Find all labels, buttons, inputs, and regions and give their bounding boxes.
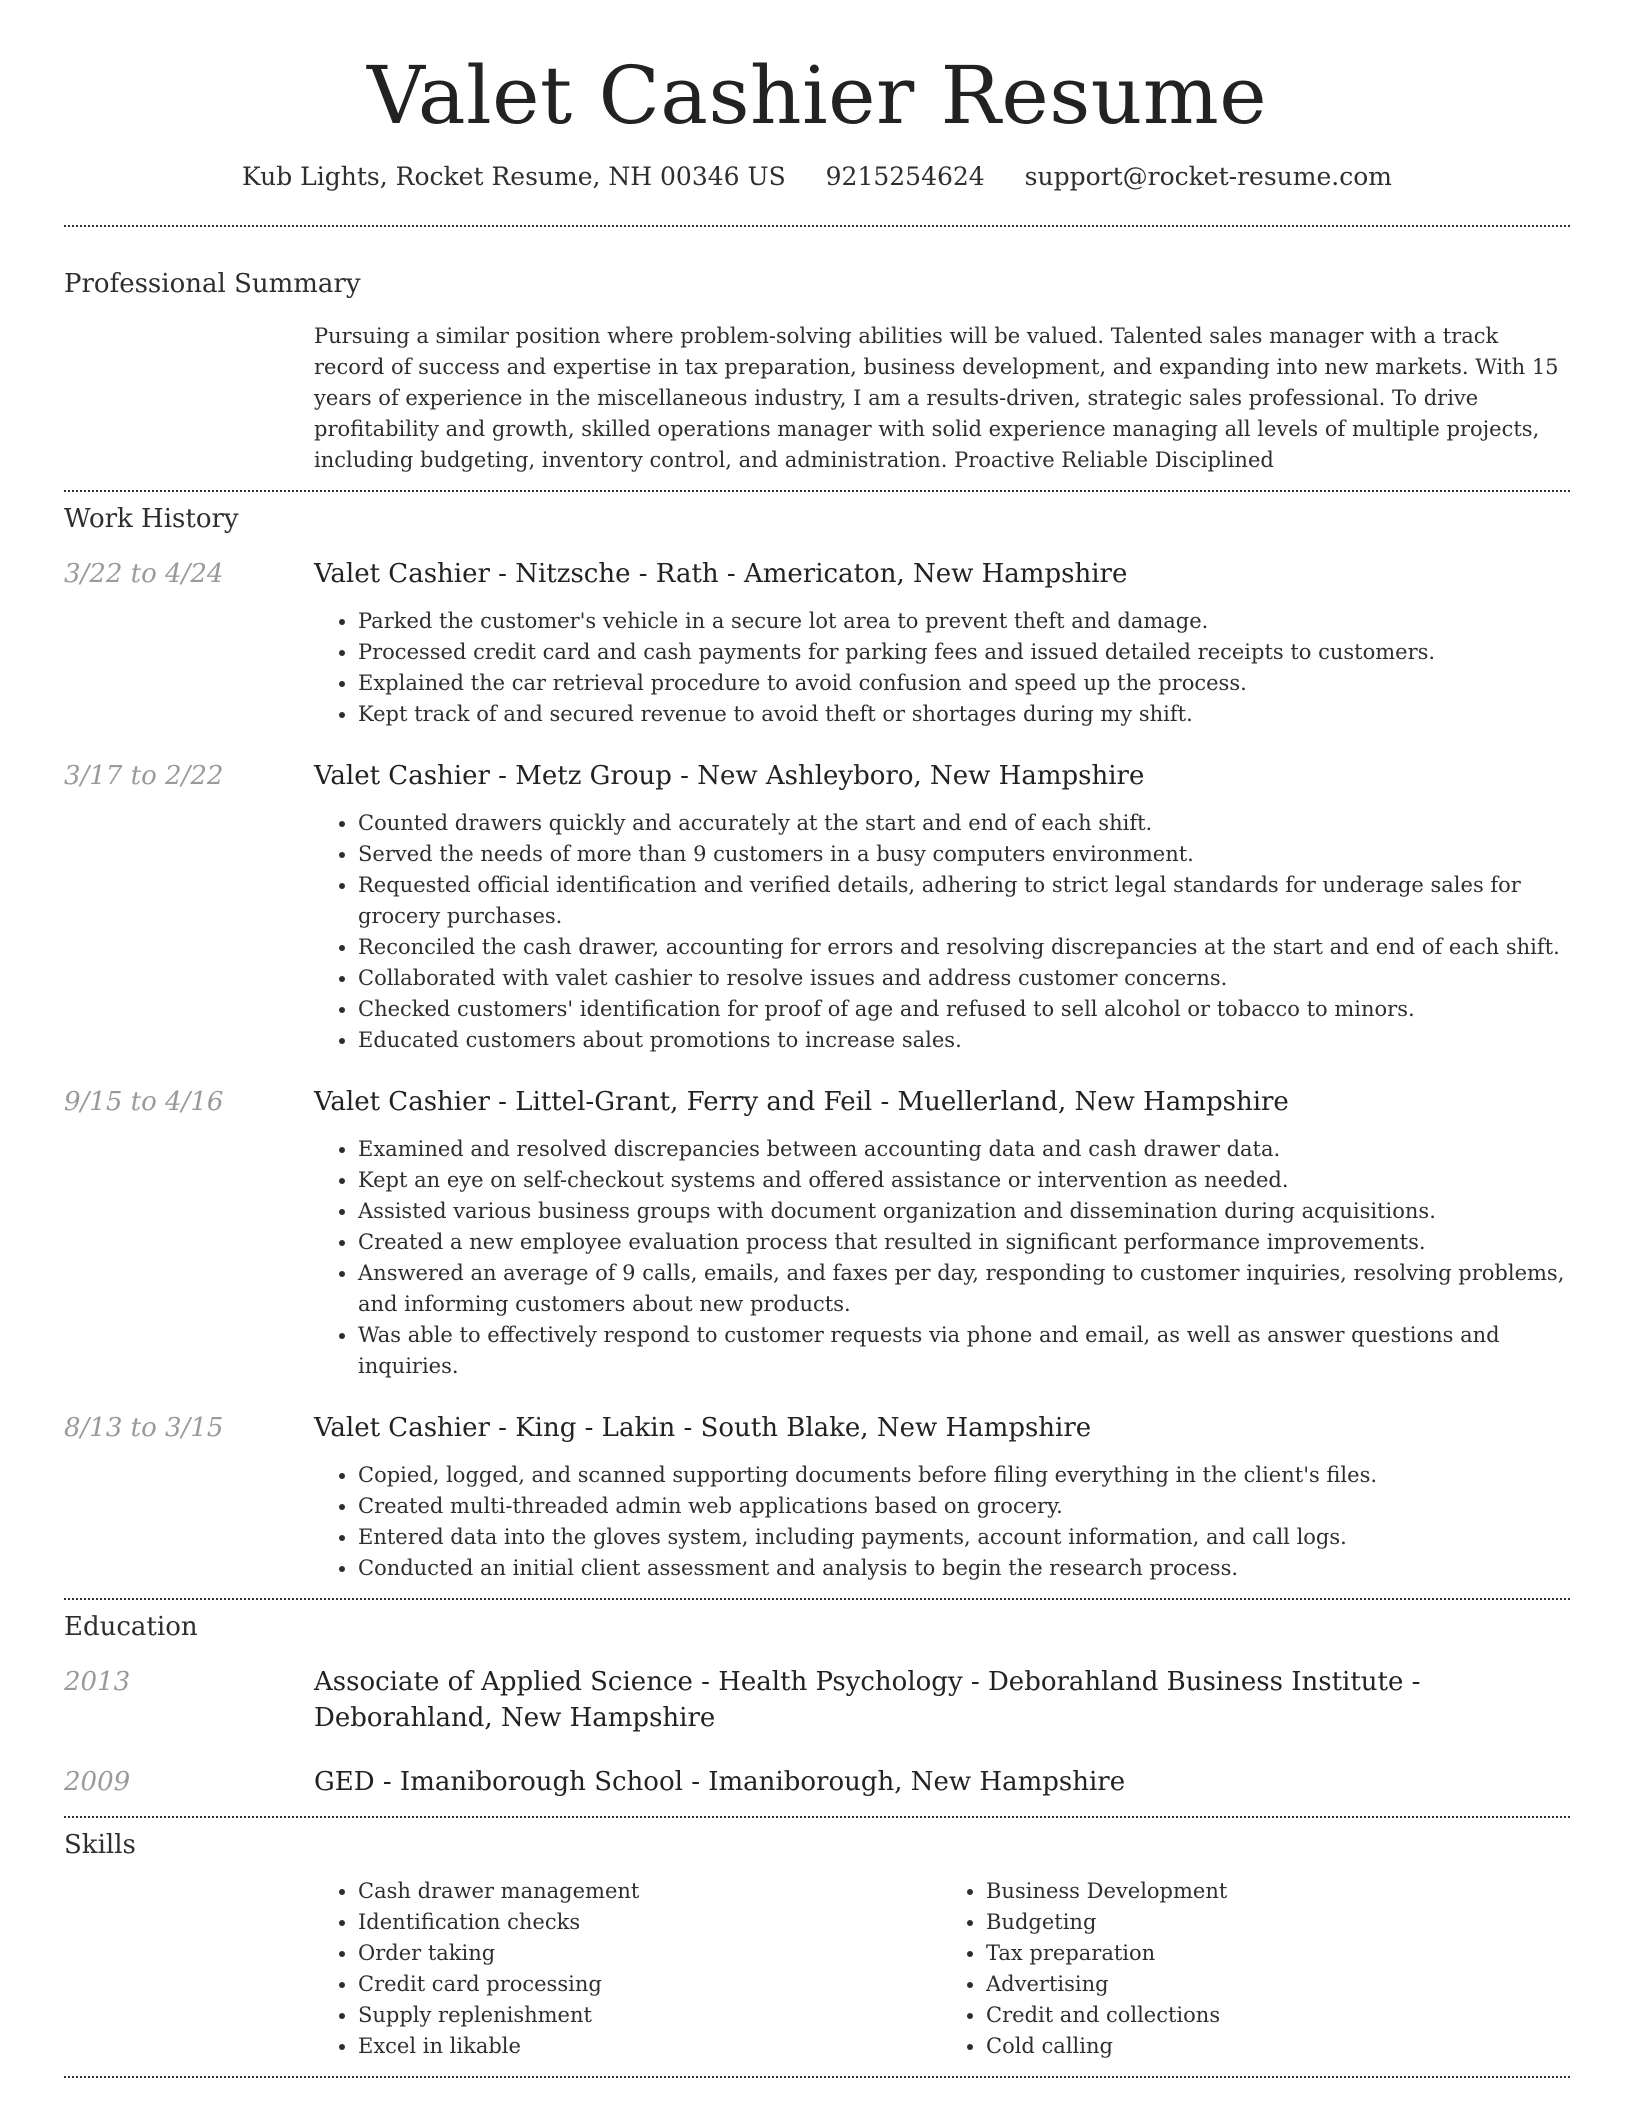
job-entry <box>64 556 1570 730</box>
list-item: • Was able to effectively respond to customer requests via phone and email, as well as answer questions and inquiries. <box>358 1320 1570 1382</box>
list-item: • Checked customers' identification for proof of age and refused to sell alcohol or tobacco to minors. <box>358 994 1570 1025</box>
list-item: • Answered an average of 9 calls, emails, and faxes per day, responding to customer inquiries, resolving problems, and informing customers about new products. <box>358 1258 1570 1320</box>
list-item: • Kept track of and secured revenue to avoid theft or shortages during my shift. <box>358 699 1570 730</box>
list-item: • Processed credit card and cash payments for parking fees and issued detailed receipts to customers. <box>358 637 1570 668</box>
education-entry <box>64 1764 1570 1816</box>
section-divider <box>64 2076 1570 2078</box>
job-dates: 8/13 to 3/15 <box>64 1413 224 1443</box>
job-bullets <box>314 1134 1570 1382</box>
list-item: • Served the needs of more than 9 customers in a busy computers environment. <box>358 839 1570 870</box>
list-item: • Created a new employee evaluation process that resulted in significant performance improvements. <box>358 1227 1570 1258</box>
education-details: - Deborahland Business Institute - Deborahland, New Hampshire <box>314 1667 1421 1733</box>
education-entry <box>64 1664 1570 1736</box>
list-item: • Copied, logged, and scanned supporting documents before filing everything in the client's files. <box>358 1460 1570 1491</box>
summary-section <box>64 227 1570 490</box>
list-item: • Kept an eye on self-checkout systems and offered assistance or intervention as needed. <box>358 1165 1570 1196</box>
contact-email: support@rocket-resume.com <box>1024 162 1392 191</box>
job-bullets <box>314 1460 1570 1584</box>
resume-title: Valet Cashier Resume <box>366 49 1268 142</box>
job-title: Valet Cashier - Metz Group - New Ashleyboro, New Hampshire <box>314 761 1145 791</box>
job-title: Valet Cashier - King - Lakin - South Blake, New Hampshire <box>314 1413 1092 1443</box>
job-dates: 3/17 to 2/22 <box>64 761 224 791</box>
job-entry <box>64 758 1570 1056</box>
job-title: Valet Cashier - Littel-Grant, Ferry and Feil - Muellerland, New Hampshire <box>314 1087 1289 1117</box>
job-dates: 3/22 to 4/24 <box>64 559 224 589</box>
work-history-section <box>64 492 1570 1598</box>
job-title: Valet Cashier - Nitzsche - Rath - Americaton, New Hampshire <box>314 559 1128 589</box>
list-item: • Credit and collections <box>986 2000 1570 2031</box>
list-item: • Reconciled the cash drawer, accounting for errors and resolving discrepancies at the start and end of each shift. <box>358 932 1570 963</box>
list-item: • Requested official identification and verified details, adhering to strict legal standards for underage sales for grocery purchases. <box>358 870 1570 932</box>
summary-text: Pursuing a similar position where problem-solving abilities will be valued. Talented sales manager with a track record of success and expertise in tax preparation, business development, and expanding into new markets. With 15 years of experience in the miscellaneous industry, I am a results-driven, strategic sales professional. To drive profitability and growth, skilled operations manager with solid experience managing all levels of multiple projects, including budgeting, inventory control, and administration. Proactive Reliable Disciplined <box>314 324 1559 472</box>
education-degree: Associate of Applied Science - Health Psychology <box>314 1667 963 1697</box>
education-degree: GED <box>314 1767 375 1797</box>
list-item: • Excel in likable <box>358 2031 942 2062</box>
job-bullets <box>314 808 1570 1056</box>
list-item: • Examined and resolved discrepancies between accounting data and cash drawer data. <box>358 1134 1570 1165</box>
list-item: • Cash drawer management <box>358 1876 942 1907</box>
skills-heading: Skills <box>64 1830 136 1860</box>
work-history-heading: Work History <box>64 504 239 534</box>
skills-section <box>64 1818 1570 2076</box>
job-entry <box>64 1084 1570 1382</box>
list-item: • Advertising <box>986 1969 1570 2000</box>
job-bullets <box>314 606 1570 730</box>
list-item: • Parked the customer's vehicle in a secure lot area to prevent theft and damage. <box>358 606 1570 637</box>
list-item: • Collaborated with valet cashier to resolve issues and address customer concerns. <box>358 963 1570 994</box>
list-item: • Identification checks <box>358 1907 942 1938</box>
education-heading: Education <box>64 1612 198 1642</box>
skills-list-left <box>314 1876 942 2062</box>
list-item: • Created multi-threaded admin web applications based on grocery. <box>358 1491 1570 1522</box>
education-title <box>314 1764 1570 1800</box>
summary-heading: Professional Summary <box>64 269 361 299</box>
list-item: • Supply replenishment <box>358 2000 942 2031</box>
list-item: • Order taking <box>358 1938 942 1969</box>
list-item: • Counted drawers quickly and accurately at the start and end of each shift. <box>358 808 1570 839</box>
list-item: • Tax preparation <box>986 1938 1570 1969</box>
contact-line <box>64 162 1570 191</box>
education-year: 2009 <box>64 1767 131 1797</box>
list-item: • Cold calling <box>986 2031 1570 2062</box>
education-details: - Imaniborough School - Imaniborough, New Hampshire <box>374 1767 1126 1797</box>
list-item: • Conducted an initial client assessment and analysis to begin the research process. <box>358 1553 1570 1584</box>
education-section <box>64 1600 1570 1816</box>
list-item: • Educated customers about promotions to increase sales. <box>358 1025 1570 1056</box>
list-item: • Entered data into the gloves system, including payments, account information, and call logs. <box>358 1522 1570 1553</box>
list-item: • Explained the car retrieval procedure to avoid confusion and speed up the process. <box>358 668 1570 699</box>
list-item: • Business Development <box>986 1876 1570 1907</box>
list-item: • Budgeting <box>986 1907 1570 1938</box>
list-item: • Assisted various business groups with document organization and dissemination during acquisitions. <box>358 1196 1570 1227</box>
skills-list-right <box>942 1876 1570 2062</box>
education-title <box>314 1664 1570 1736</box>
job-entry <box>64 1410 1570 1598</box>
contact-phone: 9215254624 <box>825 162 985 191</box>
education-year: 2013 <box>64 1667 131 1697</box>
contact-address: Kub Lights, Rocket Resume, NH 00346 US <box>242 162 786 191</box>
job-dates: 9/15 to 4/16 <box>64 1087 224 1117</box>
list-item: • Credit card processing <box>358 1969 942 2000</box>
